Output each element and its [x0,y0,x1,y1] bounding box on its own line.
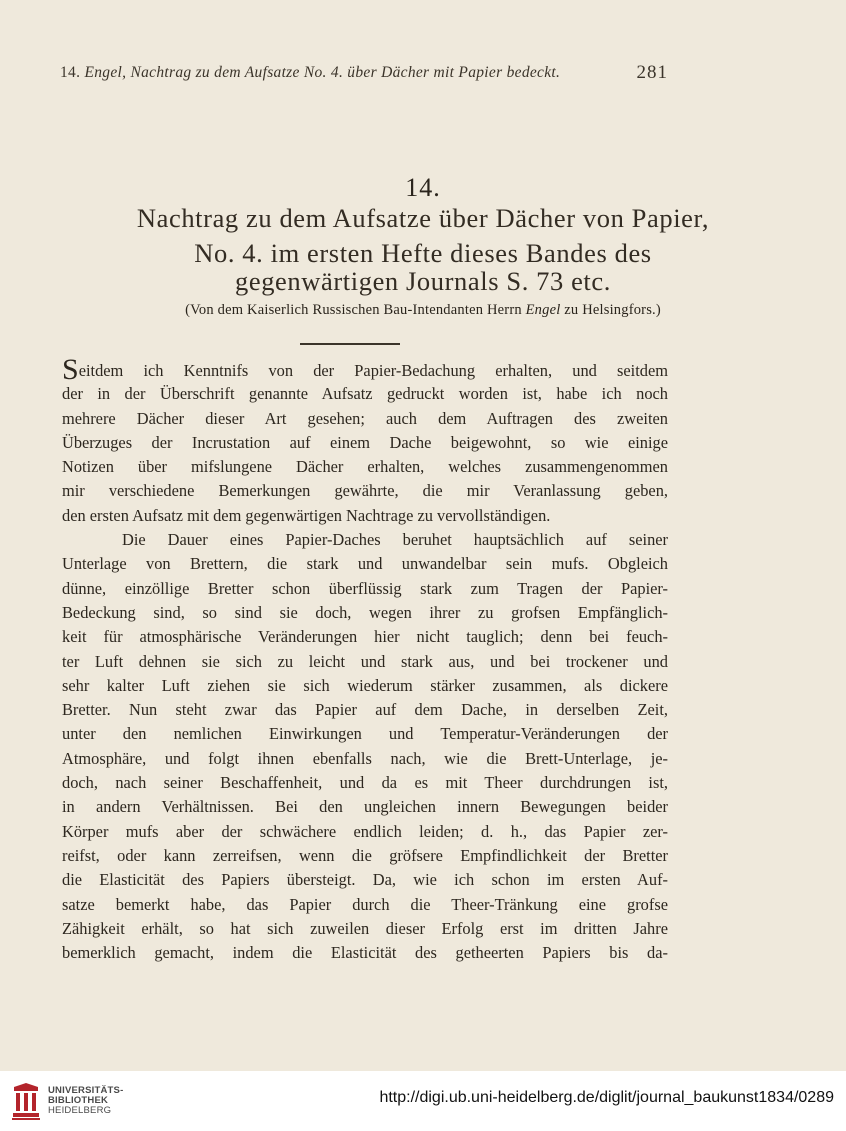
body-line: reifst, oder kann zerreifsen, wenn die gröfsere Empfindlichkeit der Bretter [62,845,668,865]
body-line: die Elasticität des Papiers übersteigt. Da, wie ich schon im ersten Auf- [62,870,668,890]
running-head-rest: , Nachtrag zu dem Aufsatze No. 4. über Dächer mit Papier bedeckt. [122,64,561,81]
body-line: Körper mufs aber der schwächere endlich leiden; d. h., das Papier zer- [62,821,668,841]
article-title-line-2: No. 4. im ersten Hefte dieses Bandes des [194,238,652,268]
library-name: UNIVERSITÄTS- BIBLIOTHEK HEIDELBERG [48,1085,124,1116]
running-head-title: 14. Engel, Nachtrag zu dem Aufsatze No. 4. über Dächer mit Papier bedeckt. [60,64,561,81]
body-line: dünne, einzöllige Bretter schon überflüssig stark zum Tragen der Papier- [62,578,668,598]
body-line: in andern Verhältnissen. Bei den ungleichen innern Bewegungen beider [62,797,668,817]
permalink-url[interactable]: http://digi.ub.uni-heidelberg.de/diglit/journal_baukunst1834/0289 [379,1089,834,1106]
body-line: der in der Überschrift genannte Aufsatz gedruckt worden ist, habe ich noch [62,384,668,404]
article-title-line-1: Nachtrag zu dem Aufsatze über Dächer von Papier, [136,203,710,233]
body-line: Unterlage von Brettern, die stark und unwandelbar sein mufs. Obgleich [62,554,668,574]
body-line: Notizen über mifslungene Dächer erhalten, welches zusammengenommen [62,457,668,477]
body-line: Bedeckung sind, so sind sie doch, wegen ihrer zu grofsen Empfänglich- [62,602,668,622]
body-line: satze bemerkt habe, das Papier durch die Theer-Tränkung eine grofse [62,894,668,914]
article-number: 14. [405,173,441,202]
article-title-line-3: gegenwärtigen Journals S. 73 etc. [235,266,611,296]
viewer-footer [0,1071,846,1131]
body-line: Seitdem ich Kenntnifs von der Papier-Bedachung erhalten, und seitdem [62,353,668,386]
body-line: sehr kalter Luft ziehen sie sich wiederum stärker zusammen, als dickere [62,675,668,695]
running-head [60,64,668,88]
body-line: ter Luft dehnen sie sich zu leicht und stark aus, und bei trockener und [62,651,668,671]
body-text [62,353,668,965]
page-number: 281 [636,62,668,83]
body-line: den ersten Aufsatz mit dem gegenwärtigen Nachtrage zu vervollständigen. [62,505,551,525]
section-divider [300,343,400,345]
body-line: mehrere Dächer dieser Art gesehen; auch dem Auftragen des zweiten [62,408,668,428]
byline-author: Engel [525,302,561,318]
body-line: keit für atmosphärische Veränderungen hier nicht tauglich; denn bei feuch- [62,627,668,647]
library-logo-icon [10,1081,42,1121]
running-head-author: Engel [84,64,123,81]
byline: (Von dem Kaiserlich Russischen Bau-Intendanten Herrn Engel zu Helsingfors.) [185,302,661,318]
body-line: mir verschiedene Bemerkungen gewährte, die mir Veranlassung geben, [62,481,668,501]
body-line: bemerklich gemacht, indem die Elasticität des getheerten Papiers bis da- [62,943,668,963]
body-line: Zähigkeit erhält, so hat sich zuweilen dieser Erfolg erst im dritten Jahre [62,918,668,938]
body-line: unter den nemlichen Einwirkungen und Temperatur-Veränderungen der [62,724,668,744]
body-line: Atmosphäre, und folgt ihnen ebenfalls nach, wie die Brett-Unterlage, je- [62,748,668,768]
body-line: Bretter. Nun steht zwar das Papier auf dem Dache, in derselben Zeit, [62,700,668,720]
body-line: Überzuges der Incrustation auf einem Dache beigewohnt, so wie einige [62,432,668,452]
body-line: doch, nach seiner Beschaffenheit, und da es mit Theer durchdrungen ist, [62,773,668,793]
drop-cap: S [62,353,79,386]
body-line: Die Dauer eines Papier-Daches beruhet hauptsächlich auf seiner [122,530,668,550]
